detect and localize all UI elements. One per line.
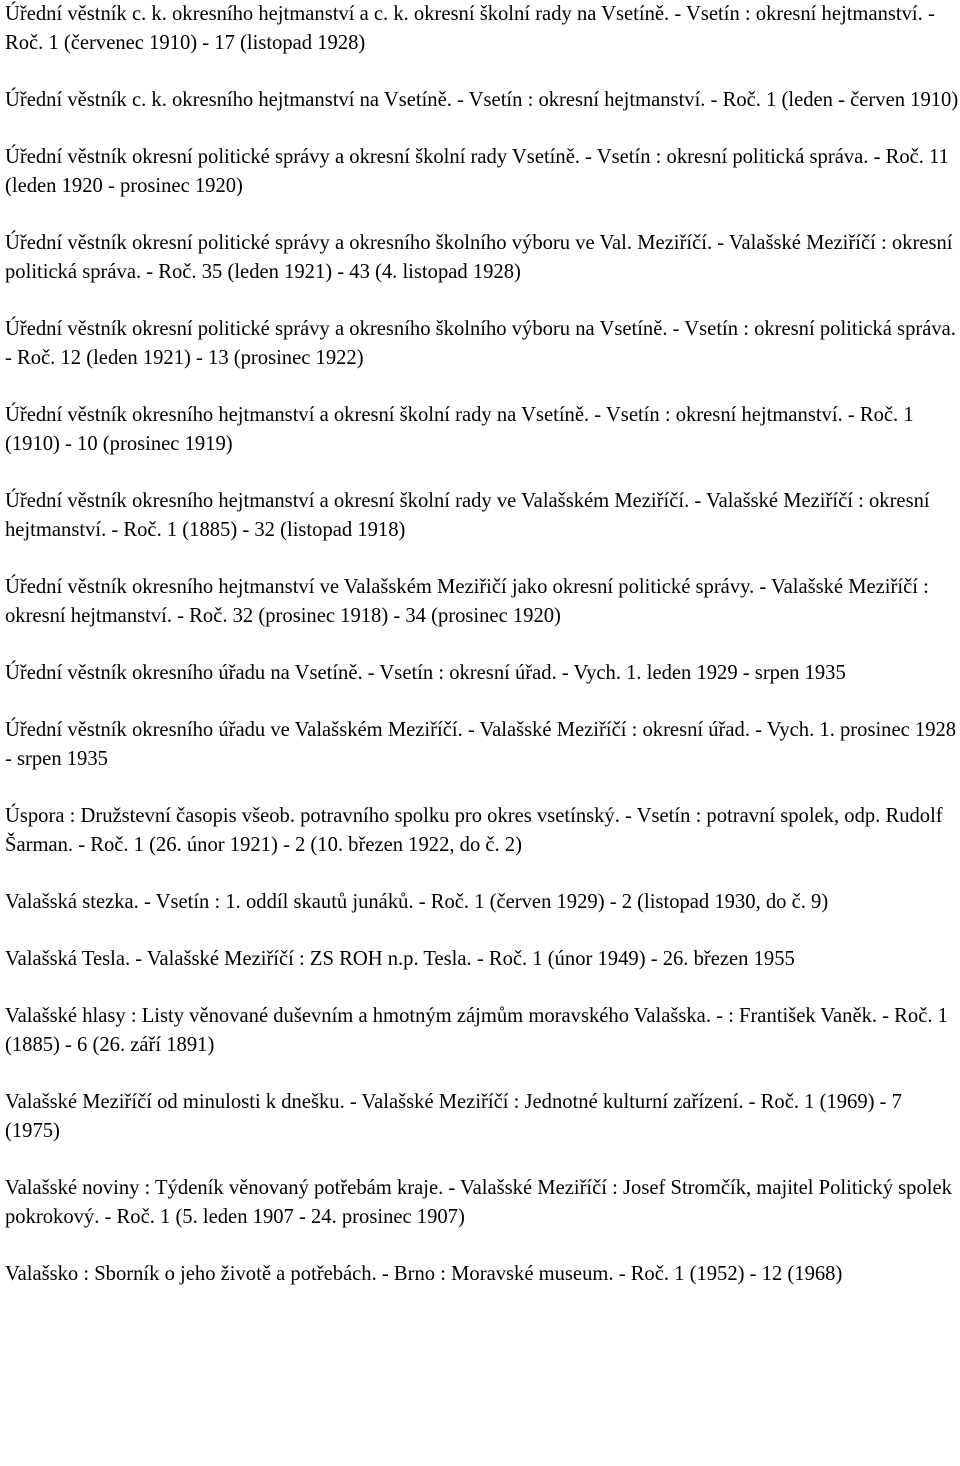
bibliography-entry: Valašská stezka. - Vsetín : 1. oddíl skautů junáků. - Roč. 1 (červen 1929) - 2 (listopad 1930, do č. 9): [5, 891, 829, 913]
bibliography-entry: Úřední věstník okresního hejtmanství a okresní školní rady na Vsetíně. - Vsetín : okresní hejtmanství. - Roč. 1 (1910) - 10 (prosinec 1919): [5, 404, 914, 455]
bibliography-list: [5, 0, 960, 1317]
bibliography-entry: Valašské noviny : Týdeník věnovaný potřebám kraje. - Valašské Meziříčí : Josef Stromčík, majitel Politický spolek pokrokový. - Roč. 1 (5. leden 1907 - 24. prosinec 1907): [5, 1177, 952, 1228]
bibliography-entry: Úřední věstník c. k. okresního hejtmanství a c. k. okresní školní rady na Vsetíně. - Vsetín : okresní hejtmanství. - Roč. 1 (červenec 1910) - 17 (listopad 1928): [5, 3, 935, 54]
bibliography-entry: Úřední věstník okresního úřadu na Vsetíně. - Vsetín : okresní úřad. - Vych. 1. leden 1929 - srpen 1935: [5, 662, 846, 684]
bibliography-entry: Úřední věstník okresní politické správy a okresního školního výboru na Vsetíně. - Vsetín : okresní politická správa. - Roč. 12 (leden 1921) - 13 (prosinec 1922): [5, 318, 956, 369]
bibliography-entry: Úřední věstník okresní politické správy a okresní školní rady Vsetíně. - Vsetín : okresní politická správa. - Roč. 11 (leden 1920 - prosinec 1920): [5, 146, 949, 197]
bibliography-entry: Valašské Meziříčí od minulosti k dnešku. - Valašské Meziříčí : Jednotné kulturní zařízení. - Roč. 1 (1969) - 7 (1975): [5, 1091, 902, 1142]
bibliography-entry: Valašsko : Sborník o jeho životě a potřebách. - Brno : Moravské museum. - Roč. 1 (1952) - 12 (1968): [5, 1263, 843, 1285]
bibliography-entry: Úřední věstník okresního úřadu ve Valašském Meziříčí. - Valašské Meziříčí : okresní úřad. - Vych. 1. prosinec 1928 - srpen 1935: [5, 719, 957, 770]
bibliography-entry: Úřední věstník okresního hejtmanství a okresní školní rady ve Valašském Meziříčí. - Valašské Meziříčí : okresní hejtmanství. - Roč. 1 (1885) - 32 (listopad 1918): [5, 490, 930, 541]
bibliography-entry: Valašská Tesla. - Valašské Meziříčí : ZS ROH n.p. Tesla. - Roč. 1 (únor 1949) - 26. březen 1955: [5, 948, 795, 970]
bibliography-entry: Úřední věstník c. k. okresního hejtmanství na Vsetíně. - Vsetín : okresní hejtmanství. - Roč. 1 (leden - červen 1910): [5, 89, 959, 111]
bibliography-entry: Valašské hlasy : Listy věnované duševním a hmotným zájmům moravského Valašska. - : František Vaněk. - Roč. 1 (1885) - 6 (26. září 1891): [5, 1005, 948, 1056]
bibliography-entry: Úřední věstník okresní politické správy a okresního školního výboru ve Val. Meziříčí. - Valašské Meziříčí : okresní politická správa. - Roč. 35 (leden 1921) - 43 (4. listopad 1928): [5, 232, 953, 283]
bibliography-entry: Úspora : Družstevní časopis všeob. potravního spolku pro okres vsetínský. - Vsetín : potravní spolek, odp. Rudolf Šarman. - Roč. 1 (26. únor 1921) - 2 (10. březen 1922, do č. 2): [5, 805, 943, 856]
bibliography-entry: Úřední věstník okresního hejtmanství ve Valašském Meziřičí jako okresní politické správy. - Valašské Meziříčí : okresní hejtmanství. - Roč. 32 (prosinec 1918) - 34 (prosinec 1920): [5, 576, 929, 627]
